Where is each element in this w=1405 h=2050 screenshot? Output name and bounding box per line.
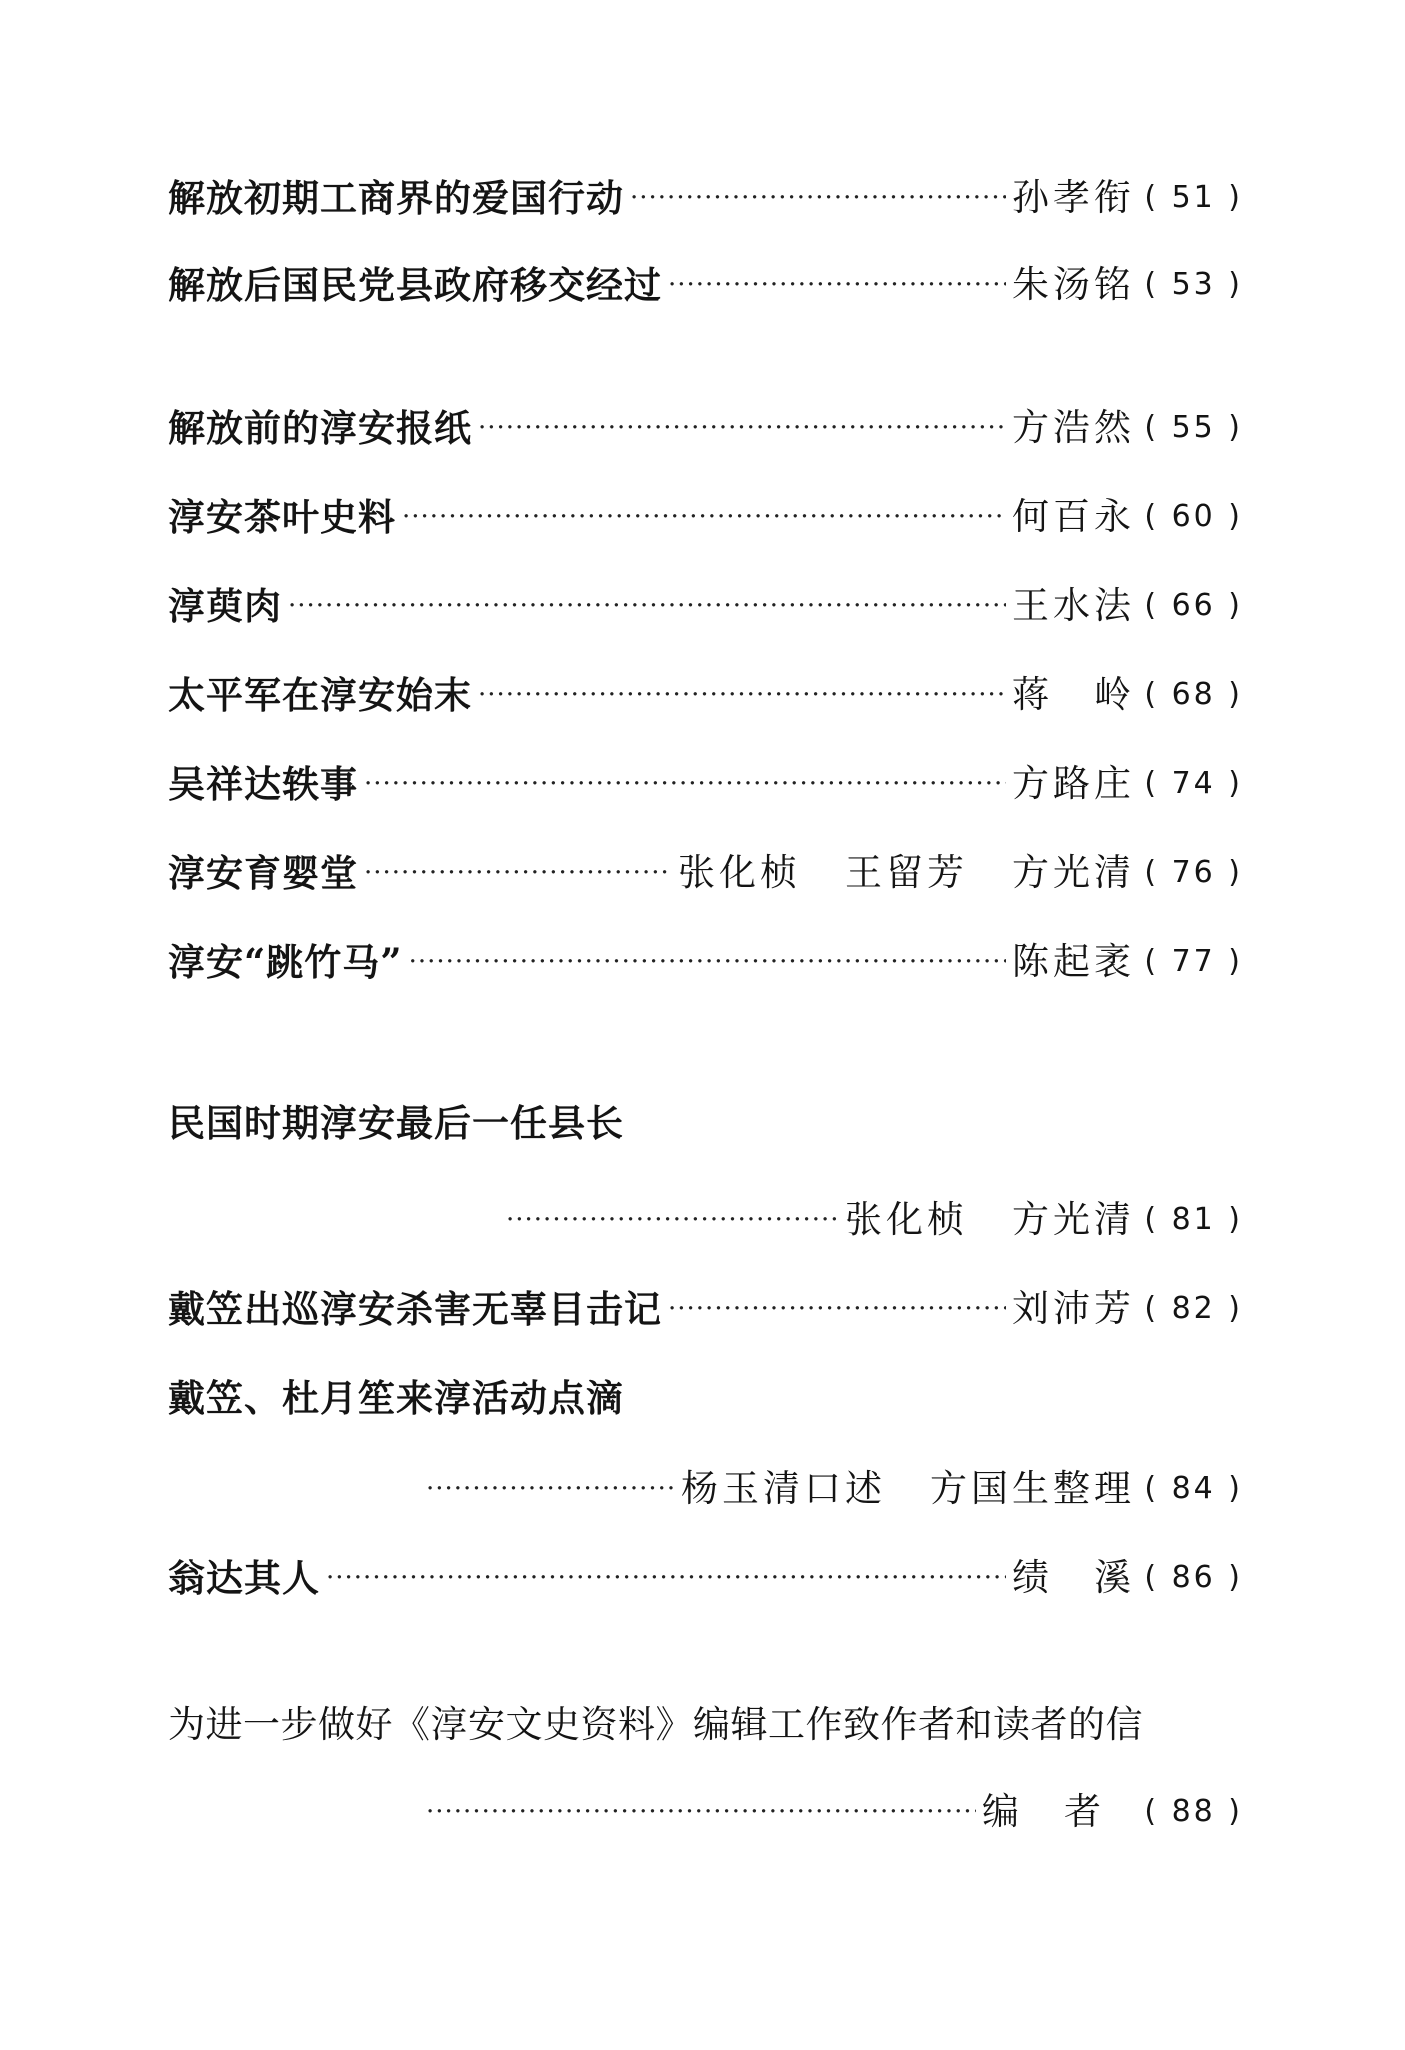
entry-title[interactable]: 为进一步做好《淳安文史资料》编辑工作致作者和读者的信 xyxy=(168,1703,1143,1746)
entry-page-number: ( 53 ) xyxy=(1144,267,1243,302)
entry-title: 太平军在淳安始末 xyxy=(168,673,472,717)
entry-author: 绩 溪 xyxy=(1012,1556,1135,1599)
toc-entry[interactable] xyxy=(168,255,1243,315)
entry-title: 解放初期工商界的爱国行动 xyxy=(168,176,624,220)
entry-author: 陈起袤 xyxy=(1012,940,1135,983)
entry-page-number: ( 81 ) xyxy=(1144,1202,1243,1237)
dot-leader xyxy=(326,1548,1006,1608)
entry-title: 淳安“跳竹马” xyxy=(168,940,403,984)
entry-author: 杨玉清口述 xyxy=(681,1467,886,1510)
toc-entry[interactable] xyxy=(420,1459,1243,1519)
toc-entry[interactable] xyxy=(168,398,1243,458)
dot-leader xyxy=(630,168,1006,228)
toc-entry[interactable] xyxy=(168,487,1243,547)
entry-title[interactable]: 戴笠、杜月笙来淳活动点滴 xyxy=(168,1376,624,1420)
entry-author: 王留芳 xyxy=(845,851,968,894)
entry-author: 张化桢 xyxy=(845,1198,968,1241)
toc-entry[interactable] xyxy=(168,576,1243,636)
entry-page-number: ( 60 ) xyxy=(1144,499,1243,534)
entry-page-number: ( 66 ) xyxy=(1144,588,1243,623)
entry-author: 方光清 xyxy=(1012,1198,1135,1241)
entry-author: 编 者 xyxy=(982,1790,1105,1833)
entry-author: 王水法 xyxy=(1012,584,1135,627)
entry-title: 翁达其人 xyxy=(168,1556,320,1600)
entry-title: 戴笠出巡淳安杀害无辜目击记 xyxy=(168,1287,662,1331)
entry-title: 淳安育婴堂 xyxy=(168,851,358,895)
entry-page-number: ( 82 ) xyxy=(1144,1291,1243,1326)
entry-author: 刘沛芳 xyxy=(1012,1287,1135,1330)
toc-entry[interactable] xyxy=(168,843,1243,903)
entry-author: 蒋 岭 xyxy=(1012,673,1135,716)
entry-author: 方光清 xyxy=(1012,851,1135,894)
toc-entry[interactable] xyxy=(168,1548,1243,1608)
entry-page-number: ( 77 ) xyxy=(1144,944,1243,979)
dot-leader xyxy=(402,487,1006,547)
dot-leader xyxy=(364,754,1006,814)
entry-page-number: ( 74 ) xyxy=(1144,766,1243,801)
entry-page-number: ( 76 ) xyxy=(1144,855,1243,890)
dot-leader xyxy=(426,1782,976,1842)
entry-title: 吴祥达轶事 xyxy=(168,762,358,806)
entry-author: 张化桢 xyxy=(678,851,801,894)
dot-leader xyxy=(288,576,1006,636)
dot-leader xyxy=(426,1459,675,1519)
toc-entry[interactable] xyxy=(168,168,1243,228)
entry-author: 方浩然 xyxy=(1012,406,1135,449)
dot-leader xyxy=(409,932,1006,992)
entry-page-number: ( 84 ) xyxy=(1144,1471,1243,1506)
entry-author: 何百永 xyxy=(1012,495,1135,538)
entry-author: 方路庄 xyxy=(1012,762,1135,805)
entry-title: 淳萸肉 xyxy=(168,584,282,628)
toc-entry[interactable] xyxy=(168,665,1243,725)
dot-leader xyxy=(668,1279,1006,1339)
entry-page-number: ( 51 ) xyxy=(1144,180,1243,215)
toc-entry[interactable] xyxy=(168,932,1243,992)
entry-author: 朱汤铭 xyxy=(1012,263,1135,306)
dot-leader xyxy=(364,843,672,903)
entry-page-number: ( 86 ) xyxy=(1144,1560,1243,1595)
dot-leader xyxy=(478,398,1006,458)
entry-title: 解放后国民党县政府移交经过 xyxy=(168,263,662,307)
entry-author: 方国生整理 xyxy=(930,1467,1135,1510)
toc-entry[interactable] xyxy=(420,1782,1243,1842)
entry-page-number: ( 88 ) xyxy=(1144,1794,1243,1829)
entry-title[interactable]: 民国时期淳安最后一任县长 xyxy=(168,1101,624,1145)
entry-title: 解放前的淳安报纸 xyxy=(168,406,472,450)
dot-leader xyxy=(478,665,1006,725)
toc-entry[interactable] xyxy=(168,1279,1243,1339)
dot-leader xyxy=(668,255,1006,315)
entry-page-number: ( 68 ) xyxy=(1144,677,1243,712)
toc-entry[interactable] xyxy=(168,754,1243,814)
dot-leader xyxy=(506,1190,839,1250)
entry-title: 淳安茶叶史料 xyxy=(168,495,396,539)
entry-page-number: ( 55 ) xyxy=(1144,410,1243,445)
entry-author: 孙孝衔 xyxy=(1012,176,1135,219)
toc-entry[interactable] xyxy=(500,1190,1243,1250)
